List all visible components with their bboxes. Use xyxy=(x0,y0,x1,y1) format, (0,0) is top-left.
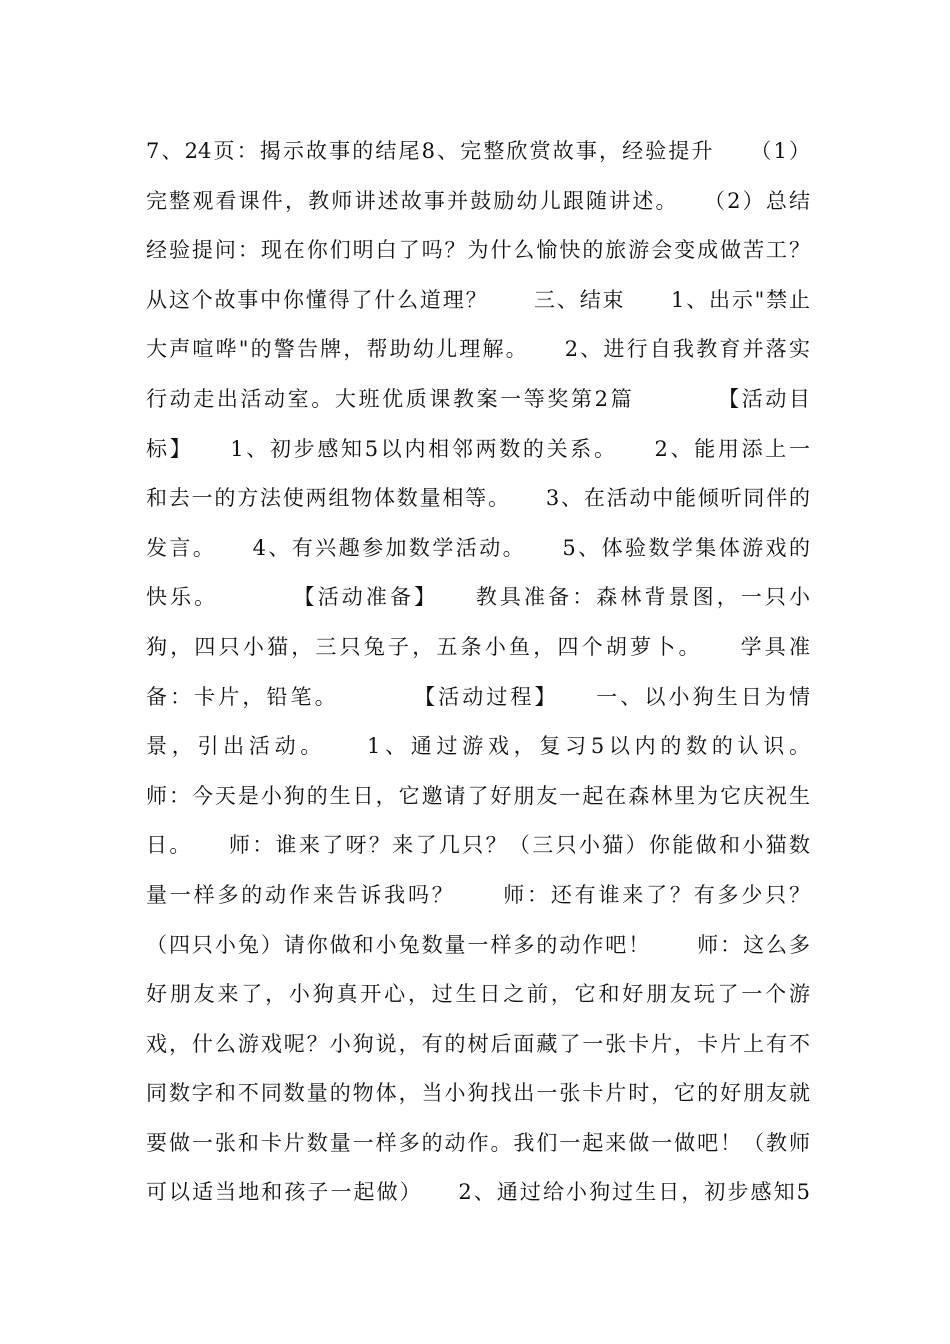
text-line: 量一样多的动作来告诉我吗？ 师：还有谁来了？有多少只？ xyxy=(146,882,810,907)
text-line: 大声喧哗"的警告牌，帮助幼儿理解。 2、进行自我教育并落实 xyxy=(146,337,810,362)
text-line: 备：卡片，铅笔。 【活动过程】 一、以小狗生日为情 xyxy=(146,684,810,709)
text-line: 同数字和不同数量的物体，当小狗找出一张卡片时，它的好朋友就 xyxy=(146,1081,810,1106)
text-line: 发言。 4、有兴趣参加数学活动。 5、体验数学集体游戏的 xyxy=(146,535,810,560)
text-line: 7、24页：揭示故事的结尾8、完整欣赏故事，经验提升 （1） xyxy=(146,139,810,163)
body-text xyxy=(146,127,810,1218)
text-line: 完整观看课件，教师讲述故事并鼓励幼儿跟随讲述。 （2）总结 xyxy=(146,188,810,213)
text-line: （四只小兔）请你做和小兔数量一样多的动作吧！ 师：这么多 xyxy=(146,932,810,957)
text-line: 可以适当地和孩子一起做） 2、通过给小狗过生日，初步感知5 xyxy=(146,1180,810,1205)
text-line: 要做一张和卡片数量一样多的动作。我们一起来做一做吧！（教师 xyxy=(146,1130,810,1155)
text-line: 从这个故事中你懂得了什么道理？ 三、结束 1、出示"禁止 xyxy=(146,287,810,312)
text-line: 好朋友来了，小狗真开心，过生日之前，它和好朋友玩了一个游 xyxy=(146,982,810,1007)
text-line: 和去一的方法使两组物体数量相等。 3、在活动中能倾听同伴的 xyxy=(146,486,810,511)
text-line: 狗，四只小猫，三只兔子，五条小鱼，四个胡萝卜。 学具准 xyxy=(146,634,810,659)
text-line: 标】 1、初步感知5以内相邻两数的关系。 2、能用添上一 xyxy=(146,436,810,461)
text-line: 经验提问：现在你们明白了吗？为什么愉快的旅游会变成做苦工？ xyxy=(146,238,810,263)
text-line: 景，引出活动。 1、通过游戏，复习5以内的数的认识。 xyxy=(146,734,810,759)
text-line: 行动走出活动室。大班优质课教案一等奖第2篇 【活动目 xyxy=(146,386,810,411)
text-line: 戏，什么游戏呢？小狗说，有的树后面藏了一张卡片，卡片上有不 xyxy=(146,1031,810,1056)
text-line: 师：今天是小狗的生日，它邀请了好朋友一起在森林里为它庆祝生 xyxy=(146,783,810,808)
text-line: 日。 师：谁来了呀？来了几只？（三只小猫）你能做和小猫数 xyxy=(146,833,810,858)
text-line: 快乐。 【活动准备】 教具准备：森林背景图，一只小 xyxy=(146,585,810,610)
